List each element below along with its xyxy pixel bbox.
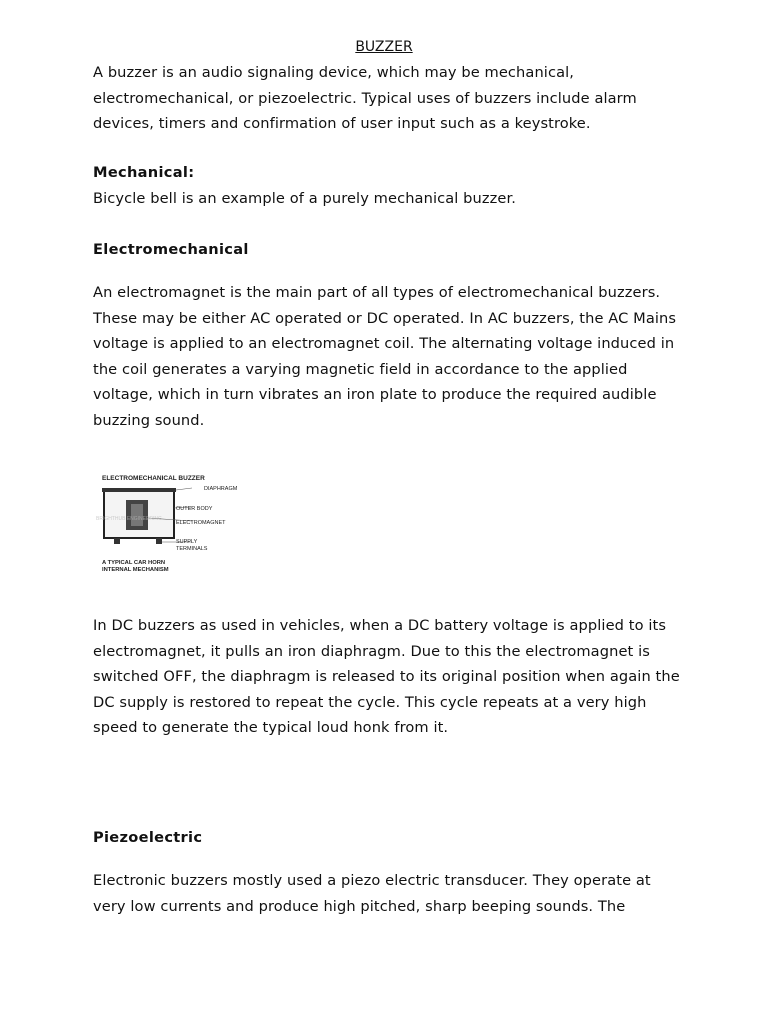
supply-terminal-right [156, 538, 162, 544]
figure-title: ELECTROMECHANICAL BUZZER [102, 475, 205, 482]
label-electromagnet: ELECTROMAGNET [176, 520, 226, 526]
electromechanical-paragraph-1: An electromagnet is the main part of all types of electromechanical buzzers. These may be either AC operated or DC operated. In AC buzzers, the AC Mains voltage is applied to an electromagnet coil. The alternating voltage induced in the coil generates a varying magnetic field in accordance to the applied voltage, which in turn vibrates an iron plate to produce the required audible buzzing sound. [93, 284, 677, 429]
mechanical-heading: Mechanical: [93, 164, 195, 181]
electromechanical-paragraph-2: In DC buzzers as used in vehicles, when a DC battery voltage is applied to its electromagnet, it pulls an iron diaphragm. Due to this the electromagnet is switched OFF, the diaphragm is released to its original position when again the DC supply is restored to repeat the cycle. This cycle repeats at a very high speed to generate the typical loud honk from it. [93, 617, 680, 737]
document-title [0, 37, 768, 57]
piezoelectric-paragraph: Electronic buzzers mostly used a piezo electric transducer. They operate at very low currents and produce high pitched, sharp beeping sounds. The [93, 872, 651, 915]
electromechanical-buzzer-diagram [96, 470, 246, 578]
intro-paragraph: A buzzer is an audio signaling device, which may be mechanical, electromechanical, or piezoelectric. Typical uses of buzzers include alarm devices, timers and confirmation of user input such as a keystroke. [93, 64, 637, 133]
label-diaphragm: DIAPHRAGM [204, 486, 238, 492]
label-terminals: TERMINALS [176, 546, 208, 552]
piezoelectric-heading: Piezoelectric [93, 829, 203, 846]
figure-caption-line-1: A TYPICAL CAR HORN [102, 560, 166, 566]
mechanical-paragraph: Bicycle bell is an example of a purely mechanical buzzer. [93, 190, 516, 207]
diaphragm-shape [102, 488, 176, 492]
supply-terminal-left [114, 538, 120, 544]
document-title-text: BUZZER [355, 39, 413, 55]
label-outer-body: OUTER BODY [176, 506, 213, 512]
electromechanical-heading: Electromechanical [93, 241, 249, 258]
label-supply: SUPPLY [176, 539, 198, 545]
figure-caption-line-2: INTERNAL MECHANISM [102, 567, 169, 573]
figure-watermark: BRIGHTHUB ENGINEERING [96, 516, 162, 522]
